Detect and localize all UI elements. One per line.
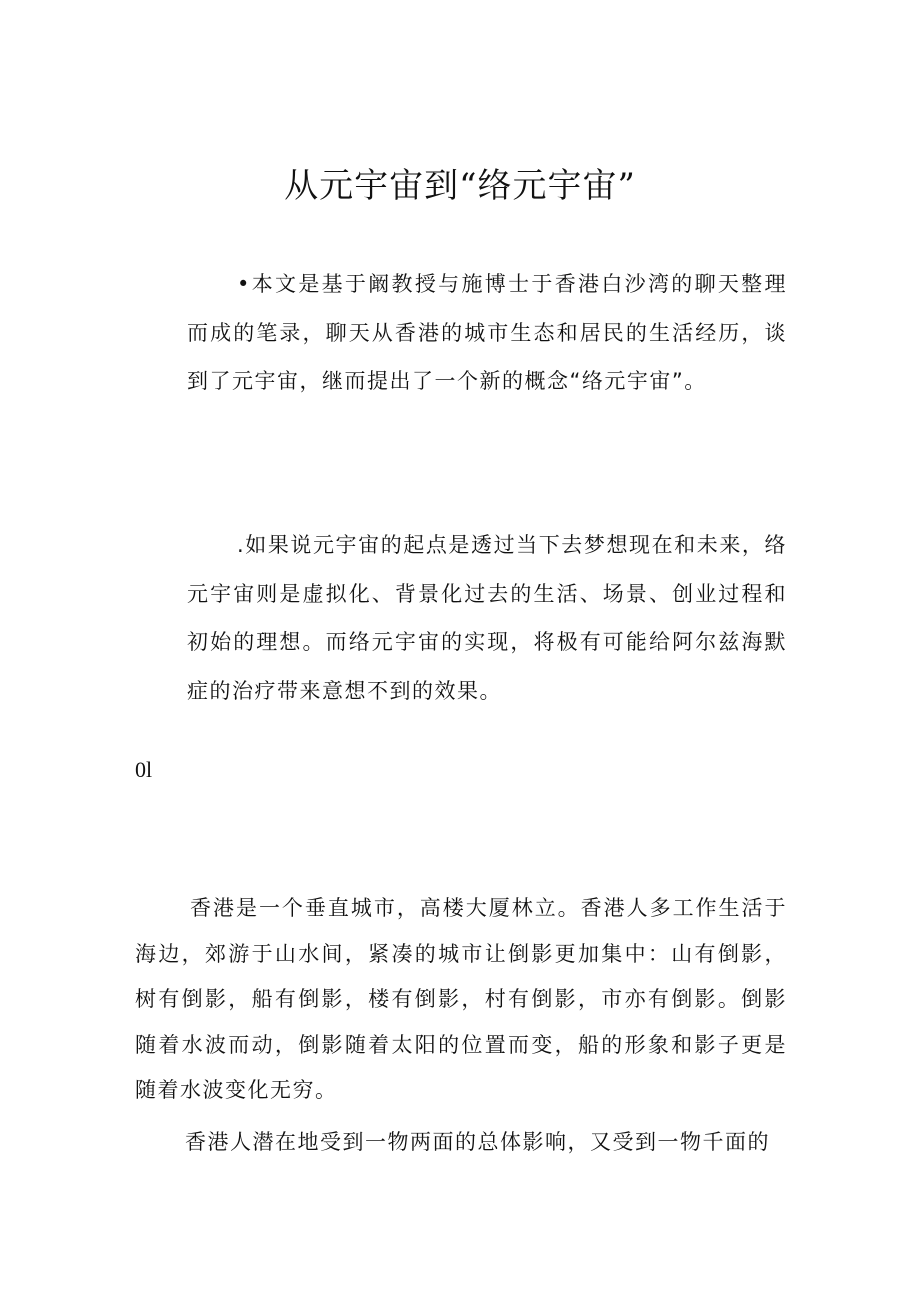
- lead-paragraph: [187, 500, 787, 736]
- abstract-text: •本文是基于阚教授与施博士于香港白沙湾的聊天整理而成的笔录，聊天从香港的城市生态和居民的生活经历，谈到了元宇宙，继而提出了一个新的概念“络元宇宙”。: [187, 272, 787, 393]
- body-paragraph: 香港是一个垂直城市，高楼大厦林立。香港人多工作生活于海边，郊游于山水间，紧凑的城市让倒影更加集中：山有倒影，树有倒影，船有倒影，楼有倒影，村有倒影，市亦有倒影。倒影随着水波而动，倒影随着太阳的位置而变，船的形象和影子更是随着水波变化无穷。: [135, 896, 787, 1102]
- body-paragraph: 香港人潜在地受到一物两面的总体影响，又受到一物千面的: [185, 1129, 770, 1154]
- body-text: [135, 886, 787, 1165]
- lead-paragraph-text: .如果说元宇宙的起点是透过当下去梦想现在和未来，络元宇宙则是虚拟化、背景化过去的生活、场景、创业过程和初始的理想。而络元宇宙的实现，将极有可能给阿尔兹海默症的治疗带来意想不到的效果。: [187, 533, 787, 703]
- document-title: 从元宇宙到“络元宇宙”: [284, 166, 636, 206]
- section-number: 0l: [135, 757, 153, 782]
- abstract-paragraph: [187, 260, 787, 406]
